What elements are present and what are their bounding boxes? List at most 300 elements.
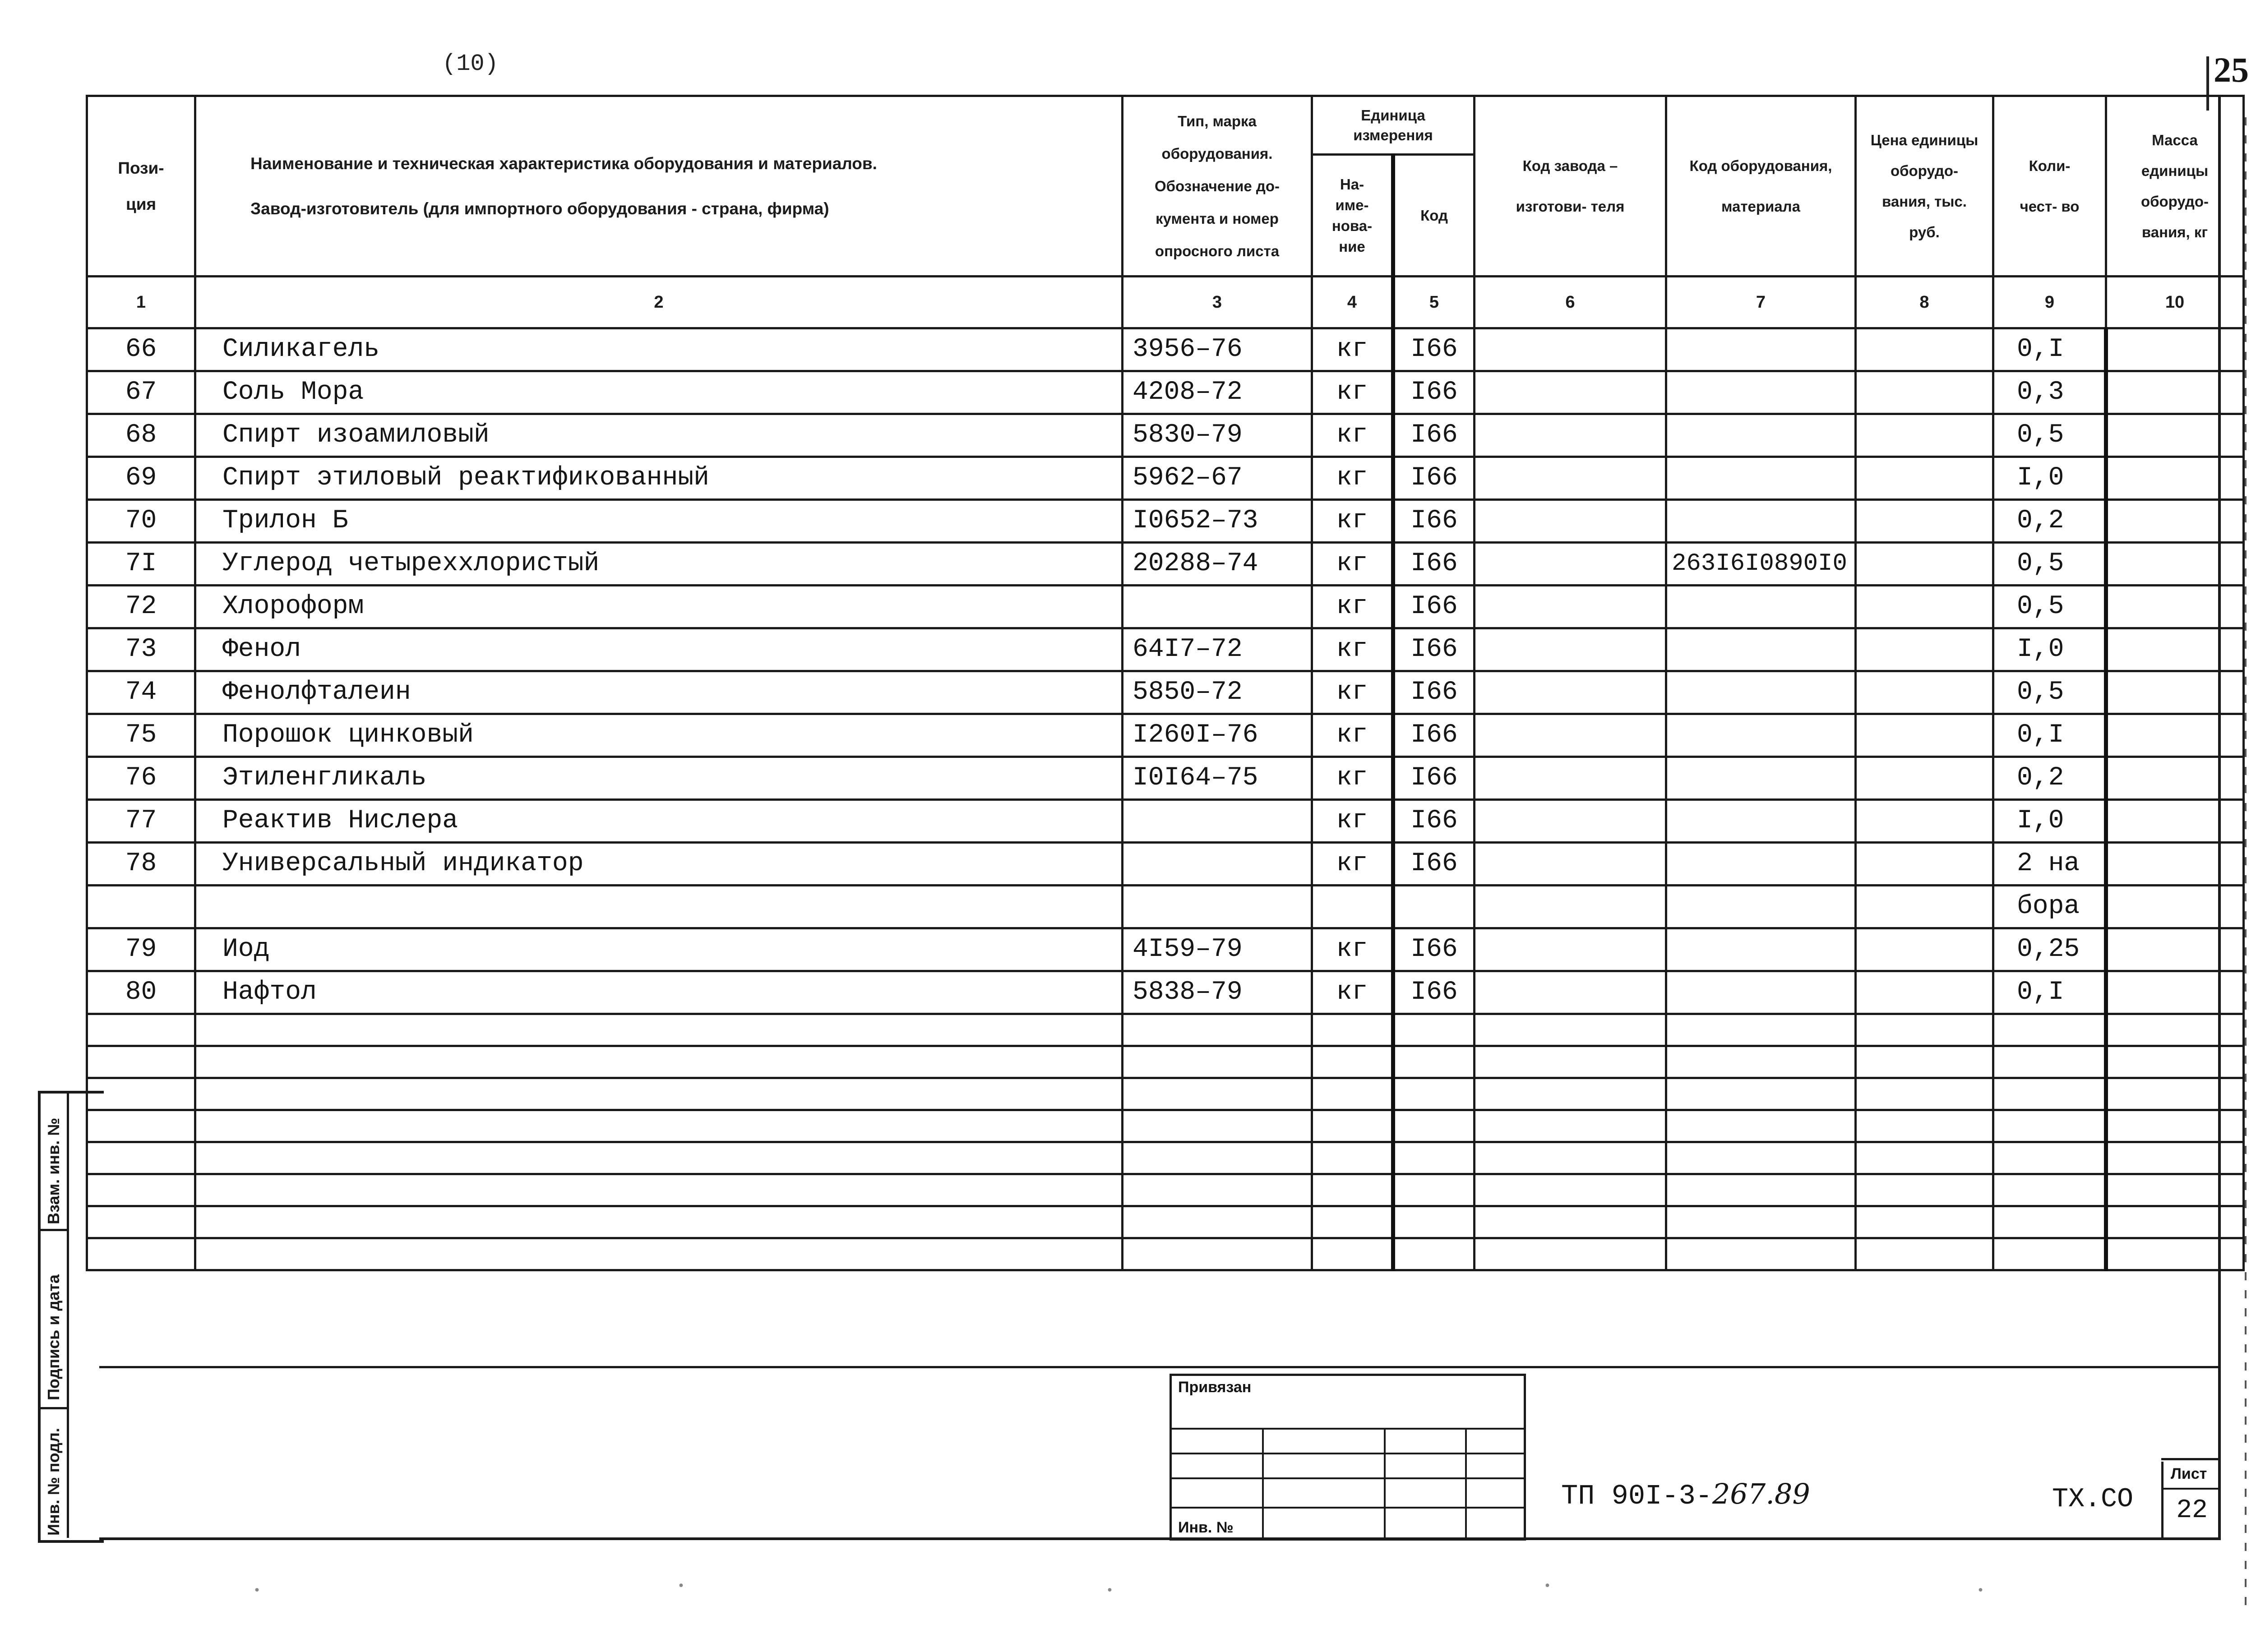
row-mass bbox=[2106, 543, 2244, 586]
row-quantity-empty bbox=[1993, 1174, 2106, 1206]
row-name-empty bbox=[195, 1014, 1123, 1046]
row-price bbox=[1856, 800, 1993, 843]
row-unit-name: кг bbox=[1312, 457, 1393, 500]
row-quantity: 0,5 bbox=[1993, 586, 2106, 628]
row-plant-code-empty bbox=[1475, 1206, 1666, 1238]
row-document: 5850–72 bbox=[1123, 671, 1312, 714]
row-plant-code bbox=[1475, 800, 1666, 843]
empty-row bbox=[87, 1110, 2244, 1142]
row-plant-code bbox=[1475, 628, 1666, 671]
row-price-empty bbox=[1856, 1014, 1993, 1046]
row-material-code-empty bbox=[1666, 1174, 1856, 1206]
row-mass bbox=[2106, 843, 2244, 886]
row-price bbox=[1856, 414, 1993, 457]
header-material-code: Код оборудования, материала bbox=[1666, 96, 1856, 277]
row-price-empty bbox=[1856, 1110, 1993, 1142]
row-plant-code bbox=[1475, 414, 1666, 457]
row-document: 64I7–72 bbox=[1123, 628, 1312, 671]
row-plant-code bbox=[1475, 843, 1666, 886]
row-price bbox=[1856, 500, 1993, 543]
row-material-code bbox=[1666, 628, 1856, 671]
row-plant-code bbox=[1475, 714, 1666, 757]
side-cell-inv bbox=[41, 1409, 69, 1538]
col-number: 6 bbox=[1475, 277, 1666, 328]
row-material-code: 263I6I0890I0 bbox=[1666, 543, 1856, 586]
row-document: 5830–79 bbox=[1123, 414, 1312, 457]
row-plant-code bbox=[1475, 371, 1666, 414]
row-document bbox=[1123, 586, 1312, 628]
row-unit-name-empty bbox=[1312, 1142, 1393, 1174]
row-document: 5962–67 bbox=[1123, 457, 1312, 500]
row-document: I0I64–75 bbox=[1123, 757, 1312, 800]
row-material-code bbox=[1666, 800, 1856, 843]
row-unit-name-empty bbox=[1312, 1206, 1393, 1238]
row-material-code-empty bbox=[1666, 1206, 1856, 1238]
row-material-code-empty bbox=[1666, 1110, 1856, 1142]
document-code: ТХ.СО bbox=[2052, 1484, 2134, 1515]
row-mass-empty bbox=[2106, 1206, 2244, 1238]
row-unit-code: I66 bbox=[1393, 843, 1475, 886]
row-mass-empty bbox=[2106, 1110, 2244, 1142]
row-material-code bbox=[1666, 886, 1856, 928]
row-quantity: 0,2 bbox=[1993, 757, 2106, 800]
stamp-line bbox=[1172, 1428, 1524, 1430]
side-label-podpis: Подпись и дата bbox=[44, 1274, 63, 1400]
row-material-code bbox=[1666, 586, 1856, 628]
row-name-empty bbox=[195, 1142, 1123, 1174]
row-plant-code-empty bbox=[1475, 1174, 1666, 1206]
row-unit-code: I66 bbox=[1393, 800, 1475, 843]
document-number-handwritten: 267.89 bbox=[1712, 1477, 1810, 1510]
row-name-empty bbox=[195, 1206, 1123, 1238]
row-quantity: 0,I bbox=[1993, 328, 2106, 371]
row-document: I260I–76 bbox=[1123, 714, 1312, 757]
row-name-empty bbox=[195, 1046, 1123, 1078]
row-name bbox=[195, 886, 1123, 928]
row-mass-empty bbox=[2106, 1046, 2244, 1078]
row-document bbox=[1123, 843, 1312, 886]
empty-row bbox=[87, 1046, 2244, 1078]
row-unit-name: кг bbox=[1312, 543, 1393, 586]
header-mass: Масса единицы оборудо- вания, кг bbox=[2106, 96, 2244, 277]
side-label-inv: Инв. № подл. bbox=[44, 1428, 63, 1536]
scan-speck: · bbox=[1105, 1574, 1114, 1606]
col-number: 2 bbox=[195, 277, 1123, 328]
row-unit-code: I66 bbox=[1393, 928, 1475, 971]
row-position: 69 bbox=[87, 457, 195, 500]
row-plant-code bbox=[1475, 757, 1666, 800]
row-name: Трилон Б bbox=[195, 500, 1123, 543]
row-unit-code: I66 bbox=[1393, 543, 1475, 586]
row-mass bbox=[2106, 971, 2244, 1014]
stamp-line bbox=[1172, 1477, 1524, 1479]
row-position: 78 bbox=[87, 843, 195, 886]
row-unit-code: I66 bbox=[1393, 757, 1475, 800]
table-row bbox=[87, 757, 2244, 800]
row-unit-code: I66 bbox=[1393, 671, 1475, 714]
row-quantity: I,0 bbox=[1993, 800, 2106, 843]
row-mass-empty bbox=[2106, 1238, 2244, 1270]
row-unit-name-empty bbox=[1312, 1046, 1393, 1078]
row-material-code-empty bbox=[1666, 1078, 1856, 1110]
row-name-empty bbox=[195, 1078, 1123, 1110]
table-body bbox=[87, 328, 2244, 1270]
row-plant-code bbox=[1475, 543, 1666, 586]
row-price bbox=[1856, 371, 1993, 414]
side-stamp bbox=[38, 1091, 104, 1543]
row-name-empty bbox=[195, 1110, 1123, 1142]
frame-bottom bbox=[99, 1537, 2220, 1540]
header-position: Пози- ция bbox=[87, 96, 195, 277]
row-document-empty bbox=[1123, 1078, 1312, 1110]
row-material-code bbox=[1666, 971, 1856, 1014]
header-unit-code: Код bbox=[1393, 155, 1475, 277]
row-document-empty bbox=[1123, 1046, 1312, 1078]
document-number-prefix: ТП 90I-3- bbox=[1561, 1480, 1712, 1512]
row-price bbox=[1856, 843, 1993, 886]
table-row bbox=[87, 371, 2244, 414]
stamp-line bbox=[1172, 1507, 1524, 1509]
row-material-code-empty bbox=[1666, 1238, 1856, 1270]
row-price bbox=[1856, 628, 1993, 671]
row-position: 75 bbox=[87, 714, 195, 757]
row-mass bbox=[2106, 928, 2244, 971]
row-unit-name: кг bbox=[1312, 843, 1393, 886]
row-plant-code bbox=[1475, 971, 1666, 1014]
row-unit-name: кг bbox=[1312, 757, 1393, 800]
row-material-code bbox=[1666, 843, 1856, 886]
empty-row bbox=[87, 1238, 2244, 1270]
row-position-empty bbox=[87, 1046, 195, 1078]
header-price: Цена единицы оборудо- вания, тыс. руб. bbox=[1856, 96, 1993, 277]
sheet-label: Лист bbox=[2171, 1465, 2207, 1482]
row-unit-name: кг bbox=[1312, 371, 1393, 414]
table-row bbox=[87, 671, 2244, 714]
empty-row bbox=[87, 1142, 2244, 1174]
row-material-code bbox=[1666, 328, 1856, 371]
row-position: 7I bbox=[87, 543, 195, 586]
row-plant-code bbox=[1475, 457, 1666, 500]
row-plant-code-empty bbox=[1475, 1238, 1666, 1270]
row-unit-name-empty bbox=[1312, 1078, 1393, 1110]
row-unit-code-empty bbox=[1393, 1174, 1475, 1206]
row-position: 77 bbox=[87, 800, 195, 843]
row-unit-code-empty bbox=[1393, 1014, 1475, 1046]
row-unit-name: кг bbox=[1312, 971, 1393, 1014]
row-quantity: 0,5 bbox=[1993, 543, 2106, 586]
scan-speck: · bbox=[677, 1570, 686, 1601]
row-material-code bbox=[1666, 928, 1856, 971]
row-mass bbox=[2106, 886, 2244, 928]
table-row bbox=[87, 714, 2244, 757]
row-quantity-empty bbox=[1993, 1238, 2106, 1270]
row-unit-code: I66 bbox=[1393, 586, 1475, 628]
row-material-code-empty bbox=[1666, 1046, 1856, 1078]
row-quantity: 0,5 bbox=[1993, 671, 2106, 714]
row-unit-name-empty bbox=[1312, 1014, 1393, 1046]
scan-speck: · bbox=[1543, 1570, 1552, 1601]
row-name-empty bbox=[195, 1238, 1123, 1270]
table-row bbox=[87, 886, 2244, 928]
top-note: (10) bbox=[442, 51, 499, 77]
stamp-vline bbox=[1384, 1428, 1386, 1538]
row-unit-name: кг bbox=[1312, 800, 1393, 843]
row-position: 66 bbox=[87, 328, 195, 371]
row-document: 4I59–79 bbox=[1123, 928, 1312, 971]
row-document: 3956–76 bbox=[1123, 328, 1312, 371]
row-name: Фенолфталеин bbox=[195, 671, 1123, 714]
row-document-empty bbox=[1123, 1238, 1312, 1270]
row-mass bbox=[2106, 671, 2244, 714]
empty-row bbox=[87, 1014, 2244, 1046]
table-row bbox=[87, 328, 2244, 371]
row-price-empty bbox=[1856, 1174, 1993, 1206]
row-quantity-empty bbox=[1993, 1206, 2106, 1238]
row-price bbox=[1856, 586, 1993, 628]
header-type: Тип, марка оборудования. Обозначение до- кумента и номер опросного листа bbox=[1123, 96, 1312, 277]
row-document: I0652–73 bbox=[1123, 500, 1312, 543]
row-quantity-empty bbox=[1993, 1142, 2106, 1174]
col-number: 3 bbox=[1123, 277, 1312, 328]
table-row bbox=[87, 928, 2244, 971]
row-quantity: 2 на bbox=[1993, 843, 2106, 886]
table-row bbox=[87, 843, 2244, 886]
header-unit-name: На- име- нова- ние bbox=[1312, 155, 1393, 277]
row-quantity: I,0 bbox=[1993, 457, 2106, 500]
row-document-empty bbox=[1123, 1174, 1312, 1206]
scan-speck: · bbox=[253, 1574, 262, 1606]
row-unit-name: кг bbox=[1312, 928, 1393, 971]
row-position: 74 bbox=[87, 671, 195, 714]
page-number: 25 bbox=[2214, 50, 2249, 89]
row-material-code bbox=[1666, 714, 1856, 757]
row-position: 80 bbox=[87, 971, 195, 1014]
row-unit-code: I66 bbox=[1393, 971, 1475, 1014]
row-mass-empty bbox=[2106, 1174, 2244, 1206]
row-plant-code bbox=[1475, 500, 1666, 543]
sheet-box bbox=[2161, 1462, 2220, 1537]
row-plant-code-empty bbox=[1475, 1046, 1666, 1078]
row-plant-code bbox=[1475, 671, 1666, 714]
row-price-empty bbox=[1856, 1078, 1993, 1110]
row-document bbox=[1123, 886, 1312, 928]
row-document-empty bbox=[1123, 1206, 1312, 1238]
table-row bbox=[87, 586, 2244, 628]
row-unit-code bbox=[1393, 886, 1475, 928]
row-name: Спирт этиловый реактификованный bbox=[195, 457, 1123, 500]
row-unit-name-empty bbox=[1312, 1174, 1393, 1206]
row-material-code bbox=[1666, 671, 1856, 714]
empty-row bbox=[87, 1174, 2244, 1206]
table-row bbox=[87, 628, 2244, 671]
row-name: Нафтол bbox=[195, 971, 1123, 1014]
row-mass bbox=[2106, 800, 2244, 843]
row-name: Фенол bbox=[195, 628, 1123, 671]
sheet-box-top bbox=[2161, 1458, 2218, 1460]
row-document: 20288–74 bbox=[1123, 543, 1312, 586]
row-name: Этиленгликаль bbox=[195, 757, 1123, 800]
row-price bbox=[1856, 457, 1993, 500]
row-plant-code-empty bbox=[1475, 1142, 1666, 1174]
row-price bbox=[1856, 328, 1993, 371]
row-quantity-empty bbox=[1993, 1014, 2106, 1046]
row-unit-code: I66 bbox=[1393, 414, 1475, 457]
row-price-empty bbox=[1856, 1142, 1993, 1174]
empty-row bbox=[87, 1206, 2244, 1238]
row-mass bbox=[2106, 328, 2244, 371]
col-number: 7 bbox=[1666, 277, 1856, 328]
row-quantity: бора bbox=[1993, 886, 2106, 928]
row-unit-code-empty bbox=[1393, 1110, 1475, 1142]
col-number: 5 bbox=[1393, 277, 1475, 328]
row-quantity-empty bbox=[1993, 1046, 2106, 1078]
col-number: 10 bbox=[2106, 277, 2244, 328]
row-material-code-empty bbox=[1666, 1142, 1856, 1174]
binding-stamp bbox=[1170, 1374, 1526, 1541]
row-position: 73 bbox=[87, 628, 195, 671]
row-name: Углерод четыреххлористый bbox=[195, 543, 1123, 586]
cut-line bbox=[2245, 117, 2247, 1606]
row-mass bbox=[2106, 371, 2244, 414]
scan-speck: · bbox=[1976, 1574, 1985, 1606]
row-position: 79 bbox=[87, 928, 195, 971]
stamp-privyazan: Привязан bbox=[1178, 1379, 1252, 1396]
table-row bbox=[87, 543, 2244, 586]
row-mass bbox=[2106, 714, 2244, 757]
row-unit-code-empty bbox=[1393, 1046, 1475, 1078]
row-quantity: 0,I bbox=[1993, 714, 2106, 757]
row-price bbox=[1856, 886, 1993, 928]
row-plant-code bbox=[1475, 328, 1666, 371]
row-name: Силикагель bbox=[195, 328, 1123, 371]
row-unit-name: кг bbox=[1312, 714, 1393, 757]
row-material-code bbox=[1666, 500, 1856, 543]
row-unit-name: кг bbox=[1312, 586, 1393, 628]
row-document: 4208–72 bbox=[1123, 371, 1312, 414]
row-price-empty bbox=[1856, 1046, 1993, 1078]
frame-divider bbox=[99, 1366, 2220, 1368]
row-position-empty bbox=[87, 1014, 195, 1046]
header-name bbox=[195, 96, 1123, 277]
row-mass bbox=[2106, 414, 2244, 457]
row-position: 68 bbox=[87, 414, 195, 457]
row-unit-code: I66 bbox=[1393, 714, 1475, 757]
row-price bbox=[1856, 928, 1993, 971]
header-name-line1: Наименование и техническая характеристика оборудования и материалов. bbox=[250, 154, 877, 173]
side-cell-vzam bbox=[41, 1094, 69, 1231]
table-row bbox=[87, 800, 2244, 843]
col-number: 1 bbox=[87, 277, 195, 328]
row-mass bbox=[2106, 500, 2244, 543]
table-row bbox=[87, 414, 2244, 457]
row-quantity: 0,I bbox=[1993, 971, 2106, 1014]
row-name: Спирт изоамиловый bbox=[195, 414, 1123, 457]
row-unit-code: I66 bbox=[1393, 628, 1475, 671]
header-quantity: Коли- чест- во bbox=[1993, 96, 2106, 277]
row-unit-name bbox=[1312, 886, 1393, 928]
row-unit-name-empty bbox=[1312, 1110, 1393, 1142]
row-quantity: I,0 bbox=[1993, 628, 2106, 671]
stamp-vline bbox=[1262, 1428, 1264, 1538]
row-position: 76 bbox=[87, 757, 195, 800]
row-price-empty bbox=[1856, 1238, 1993, 1270]
header-plant-code: Код завода – изготови- теля bbox=[1475, 96, 1666, 277]
side-cell-podpis bbox=[41, 1231, 69, 1409]
row-unit-code-empty bbox=[1393, 1078, 1475, 1110]
row-price bbox=[1856, 757, 1993, 800]
row-mass-empty bbox=[2106, 1078, 2244, 1110]
frame-right bbox=[2218, 95, 2221, 1540]
sheet-divider bbox=[2164, 1488, 2220, 1490]
row-unit-code-empty bbox=[1393, 1142, 1475, 1174]
row-name: Порошок цинковый bbox=[195, 714, 1123, 757]
col-number: 4 bbox=[1312, 277, 1393, 328]
row-unit-code: I66 bbox=[1393, 500, 1475, 543]
row-plant-code bbox=[1475, 886, 1666, 928]
row-quantity: 0,5 bbox=[1993, 414, 2106, 457]
row-plant-code-empty bbox=[1475, 1110, 1666, 1142]
row-name: Реактив Нислера bbox=[195, 800, 1123, 843]
table-row bbox=[87, 500, 2244, 543]
row-unit-name: кг bbox=[1312, 671, 1393, 714]
row-quantity: 0,3 bbox=[1993, 371, 2106, 414]
row-document-empty bbox=[1123, 1110, 1312, 1142]
row-unit-code: I66 bbox=[1393, 328, 1475, 371]
row-name: Соль Мора bbox=[195, 371, 1123, 414]
row-material-code-empty bbox=[1666, 1014, 1856, 1046]
row-position: 70 bbox=[87, 500, 195, 543]
table-row bbox=[87, 457, 2244, 500]
row-name: Иод bbox=[195, 928, 1123, 971]
row-document bbox=[1123, 800, 1312, 843]
row-quantity: 0,25 bbox=[1993, 928, 2106, 971]
row-document-empty bbox=[1123, 1014, 1312, 1046]
row-unit-name: кг bbox=[1312, 500, 1393, 543]
stamp-inv-no: Инв. № bbox=[1178, 1519, 1234, 1536]
col-number: 9 bbox=[1993, 277, 2106, 328]
specification-table bbox=[86, 95, 2245, 1271]
row-plant-code bbox=[1475, 928, 1666, 971]
row-mass bbox=[2106, 757, 2244, 800]
header-name-line2: Завод-изготовитель (для импортного оборудования - страна, фирма) bbox=[250, 199, 829, 218]
sheet-number: 22 bbox=[2176, 1496, 2208, 1525]
document-number bbox=[1561, 1477, 1810, 1512]
row-quantity-empty bbox=[1993, 1110, 2106, 1142]
empty-row bbox=[87, 1078, 2244, 1110]
row-quantity-empty bbox=[1993, 1078, 2106, 1110]
row-unit-code: I66 bbox=[1393, 371, 1475, 414]
row-mass-empty bbox=[2106, 1142, 2244, 1174]
table-row bbox=[87, 971, 2244, 1014]
row-unit-code: I66 bbox=[1393, 457, 1475, 500]
col-number: 8 bbox=[1856, 277, 1993, 328]
row-material-code bbox=[1666, 757, 1856, 800]
row-material-code bbox=[1666, 457, 1856, 500]
row-price bbox=[1856, 714, 1993, 757]
row-plant-code-empty bbox=[1475, 1014, 1666, 1046]
row-material-code bbox=[1666, 371, 1856, 414]
row-material-code bbox=[1666, 414, 1856, 457]
row-name-empty bbox=[195, 1174, 1123, 1206]
row-plant-code bbox=[1475, 586, 1666, 628]
row-position: 72 bbox=[87, 586, 195, 628]
row-mass-empty bbox=[2106, 1014, 2244, 1046]
header-unit-group: Единица измерения bbox=[1312, 96, 1475, 155]
row-price bbox=[1856, 671, 1993, 714]
row-document-empty bbox=[1123, 1142, 1312, 1174]
row-unit-name: кг bbox=[1312, 628, 1393, 671]
row-position: 67 bbox=[87, 371, 195, 414]
